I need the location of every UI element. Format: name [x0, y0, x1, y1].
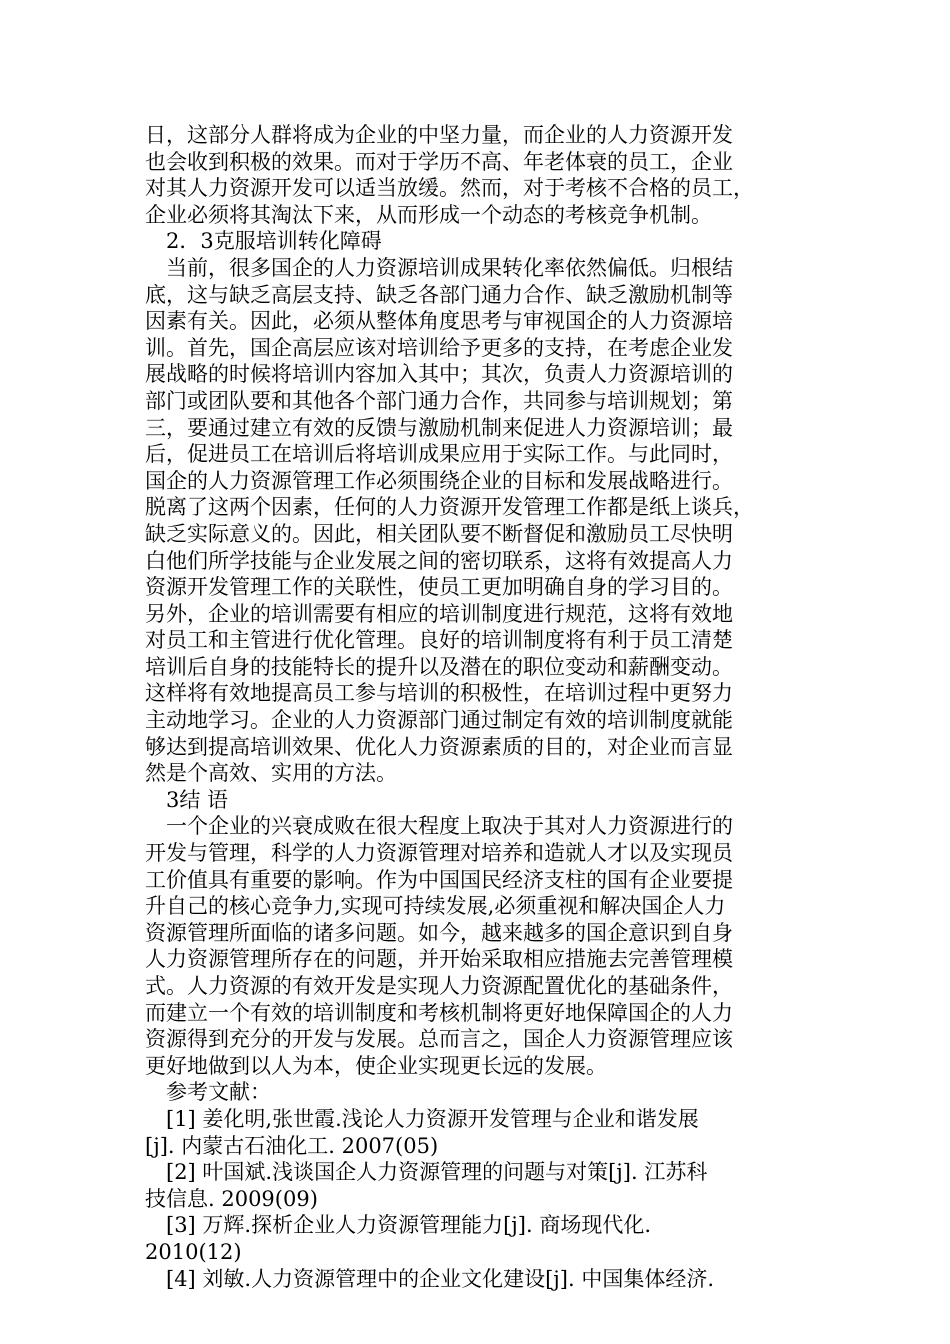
text-line: 然是个高效、实用的方法。: [145, 761, 397, 786]
text-line: 三，要通过建立有效的反馈与激励机制来促进人力资源培训；最: [145, 415, 733, 440]
text-line: [4] 刘敏.人力资源管理中的企业文化建设[j]. 中国集体经济.: [166, 1266, 715, 1291]
text-line: 当前，很多国企的人力资源培训成果转化率依然偏低。归根结: [166, 255, 733, 280]
text-line: 对其人力资源开发可以适当放缓。然而，对于考核不合格的员工，: [145, 176, 754, 201]
text-line: 对员工和主管进行优化管理。良好的培训制度将有利于员工清楚: [145, 628, 733, 653]
text-line: 缺乏实际意义的。因此，相关团队要不断督促和激励员工尽快明: [145, 521, 733, 546]
text-line: 开发与管理，科学的人力资源管理对培养和造就人才以及实现员: [145, 841, 733, 866]
text-line: 企业必须将其淘汰下来，从而形成一个动态的考核竞争机制。: [145, 202, 712, 227]
text-line: 展战略的时候将培训内容加入其中；其次，负责人力资源培训的: [145, 362, 733, 387]
text-line: 资源开发管理工作的关联性，使员工更加明确自身的学习目的。: [145, 575, 733, 600]
text-line: 一个企业的兴衰成败在很大程度上取决于其对人力资源进行的: [166, 814, 733, 839]
text-line: [j]. 内蒙古石油化工. 2007(05): [145, 1133, 439, 1158]
text-line: [2] 叶国斌.浅谈国企人力资源管理的问题与对策[j]. 江苏科: [166, 1160, 708, 1185]
text-line: 部门或团队要和其他各个部门通力合作，共同参与培训规划；第: [145, 388, 733, 413]
text-line: 资源管理所面临的诸多问题。如今，越来越多的国企意识到自身: [145, 920, 733, 945]
text-line: 白他们所学技能与企业发展之间的密切联系，这将有效提高人力: [145, 548, 733, 573]
text-line: 培训后自身的技能特长的提升以及潜在的职位变动和薪酬变动。: [145, 654, 733, 679]
text-line: 更好地做到以人为本，使企业实现更长远的发展。: [145, 1053, 607, 1078]
text-line: 底，这与缺乏高层支持、缺乏各部门通力合作、缺乏激励机制等: [145, 282, 733, 307]
text-line: 2010(12): [145, 1239, 242, 1264]
text-line: 也会收到积极的效果。而对于学历不高、年老体衰的员工，企业: [145, 149, 733, 174]
text-line: 式。人力资源的有效开发是实现人力资源配置优化的基础条件，: [145, 974, 733, 998]
text-line: 工价值具有重要的影响。作为中国国民经济支柱的国有企业要提: [145, 867, 733, 892]
text-line: 技信息. 2009(09): [145, 1186, 318, 1211]
text-line: 另外，企业的培训需要有相应的培训制度进行规范，这将有效地: [145, 601, 733, 626]
text-line: 而建立一个有效的培训制度和考核机制将更好地保障国企的人力: [145, 1000, 733, 1025]
text-line: 国企的人力资源管理工作必须围绕企业的目标和发展战略进行。: [145, 468, 733, 493]
text-line: 日，这部分人群将成为企业的中坚力量，而企业的人力资源开发: [145, 123, 733, 147]
document-page: [145, 122, 785, 1292]
text-line: 后，促进员工在培训后将培训成果应用于实际工作。与此同时，: [145, 442, 733, 467]
text-line: 训。首先，国企高层应该对培训给予更多的支持，在考虑企业发: [145, 335, 733, 360]
text-line: 2．3克服培训转化障碍: [166, 229, 382, 254]
text-line: 脱离了这两个因素，任何的人力资源开发管理工作都是纸上谈兵，: [145, 495, 754, 520]
text-line: 参考文献：: [166, 1080, 271, 1105]
text-line: 这样将有效地提高员工参与培训的积极性，在培训过程中更努力: [145, 681, 733, 706]
text-line: 升自己的核心竞争力,实现可持续发展,必须重视和解决国企人力: [145, 894, 726, 919]
text-line: 因素有关。因此，必须从整体角度思考与审视国企的人力资源培: [145, 309, 733, 334]
text-line: [3] 万辉.探析企业人力资源管理能力[j]. 商场现代化.: [166, 1213, 652, 1238]
text-line: 够达到提高培训效果、优化人力资源素质的目的，对企业而言显: [145, 734, 733, 759]
text-line: 主动地学习。企业的人力资源部门通过制定有效的培训制度就能: [145, 708, 733, 733]
text-line: 人力资源管理所存在的问题，并开始采取相应措施去完善管理模: [145, 947, 733, 972]
text-line: 资源得到充分的开发与发展。总而言之，国企人力资源管理应该: [145, 1027, 733, 1052]
text-line: 3结 语: [166, 787, 229, 812]
text-line: [1] 姜化明,张世霞.浅论人力资源开发管理与企业和谐发展: [166, 1106, 699, 1131]
